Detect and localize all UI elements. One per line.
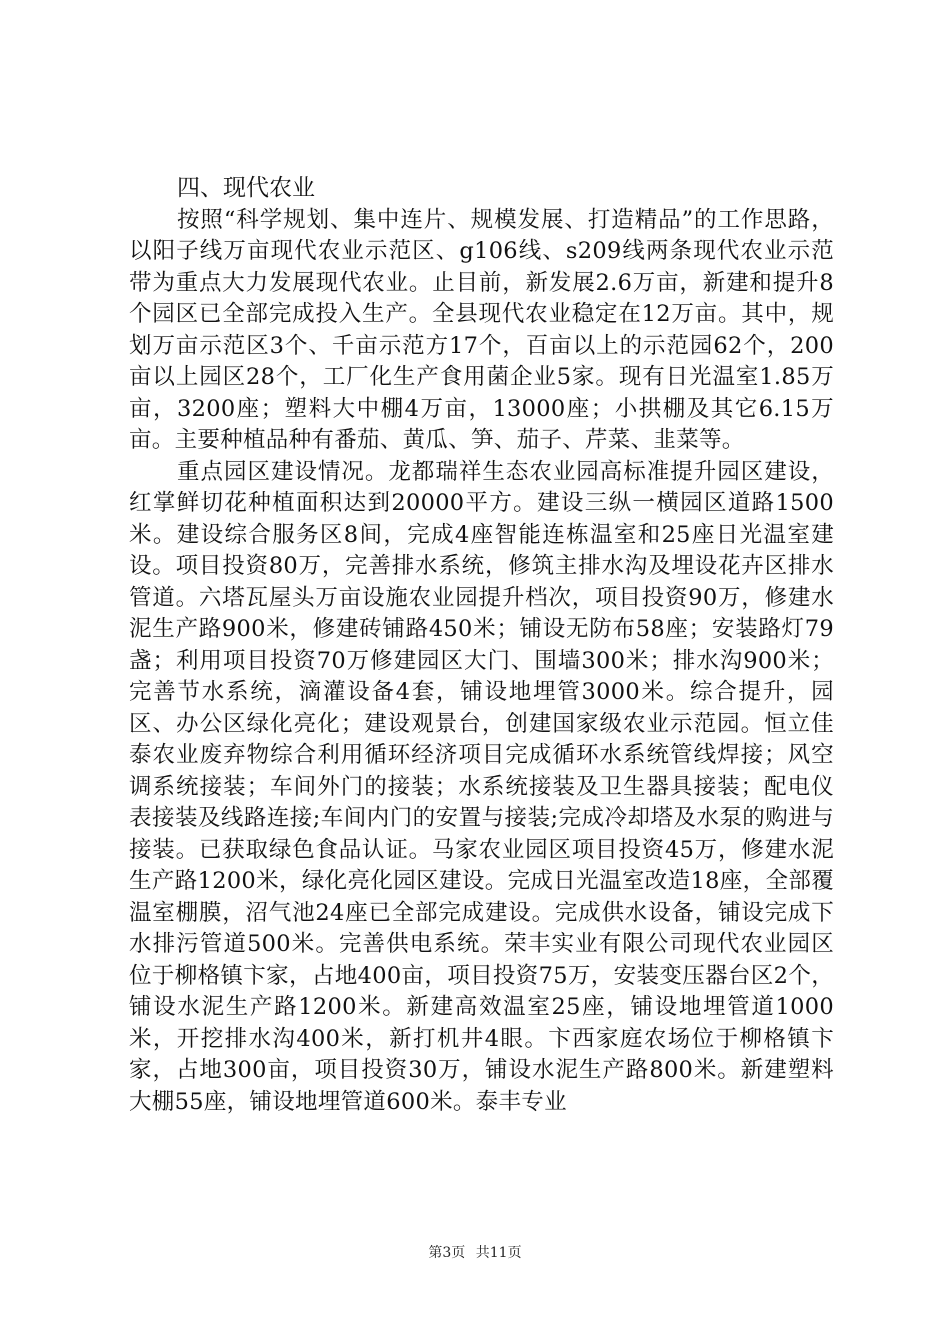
paragraph-key-parks: 重点园区建设情况。龙都瑞祥生态农业园高标准提升园区建设，红掌鲜切花种植面积达到20000平方。建设三纵一横园区道路1500米。建设综合服务区8间，完成4座智能连栋温室和25座日光温室建设。项目投资80万，完善排水系统，修筑主排水沟及埋设花卉区排水管道。六塔瓦屋头万亩设施农业园提升档次，项目投资90万，修建水泥生产路900米，修建砖铺路450米；铺设无防布58座；安装路灯79盏；利用项目投资70万修建园区大门、围墙300米；排水沟900米；完善节水系统，滴灌设备4套，铺设地埋管3000米。综合提升，园区、办公区绿化亮化；建设观景台，创建国家级农业示范园。恒立佳泰农业废弃物综合利用循环经济项目完成循环水系统管线焊接；风空调系统接装；车间外门的接装；水系统接装及卫生器具接装；配电仪表接装及线路连接;车间内门的安置与接装;完成冷却塔及水泵的购进与接装。已获取绿色食品认证。马家农业园区项目投资45万，修建水泥生产路1200米，绿化亮化园区建设。完成日光温室改造18座，全部覆温室棚膜，沼气池24座已全部完成建设。完成供水设备，铺设完成下水排污管道500米。完善供电系统。荣丰实业有限公司现代农业园区位于柳格镇卞家，占地400亩，项目投资75万，安装变压器台区2个，铺设水泥生产路1200米。新建高效温室25座，铺设地埋管道1000米，开挖排水沟400米，新打机井4眼。卞西家庭农场位于柳格镇卞家，占地300亩，项目投资30万，铺设水泥生产路800米。新建塑料大棚55座，铺设地埋管道600米。泰丰专业	[129, 458, 834, 1115]
page-footer	[0, 1243, 950, 1263]
paragraph-work-plan: 按照“科学规划、集中连片、规模发展、打造精品”的工作思路，以阳子线万亩现代农业示范区、g106线、s209线两条现代农业示范带为重点大力发展现代农业。止目前，新发展2.6万亩，新建和提升8个园区已全部完成投入生产。全县现代农业稳定在12万亩。其中，规划万亩示范区3个、千亩示范方17个，百亩以上的示范园62个，200亩以上园区28个，工厂化生产食用菌企业5家。现有日光温室1.85万亩，3200座；塑料大中棚4万亩，13000座；小拱棚及其它6.15万亩。主要种植品种有番茄、黄瓜、笋、茄子、芹菜、韭菜等。	[129, 206, 834, 453]
section-heading: 四、现代农业	[177, 175, 315, 201]
page-total: 共11页	[475, 1245, 522, 1261]
page-number: 第3页	[428, 1245, 466, 1261]
document-body	[129, 173, 834, 1118]
